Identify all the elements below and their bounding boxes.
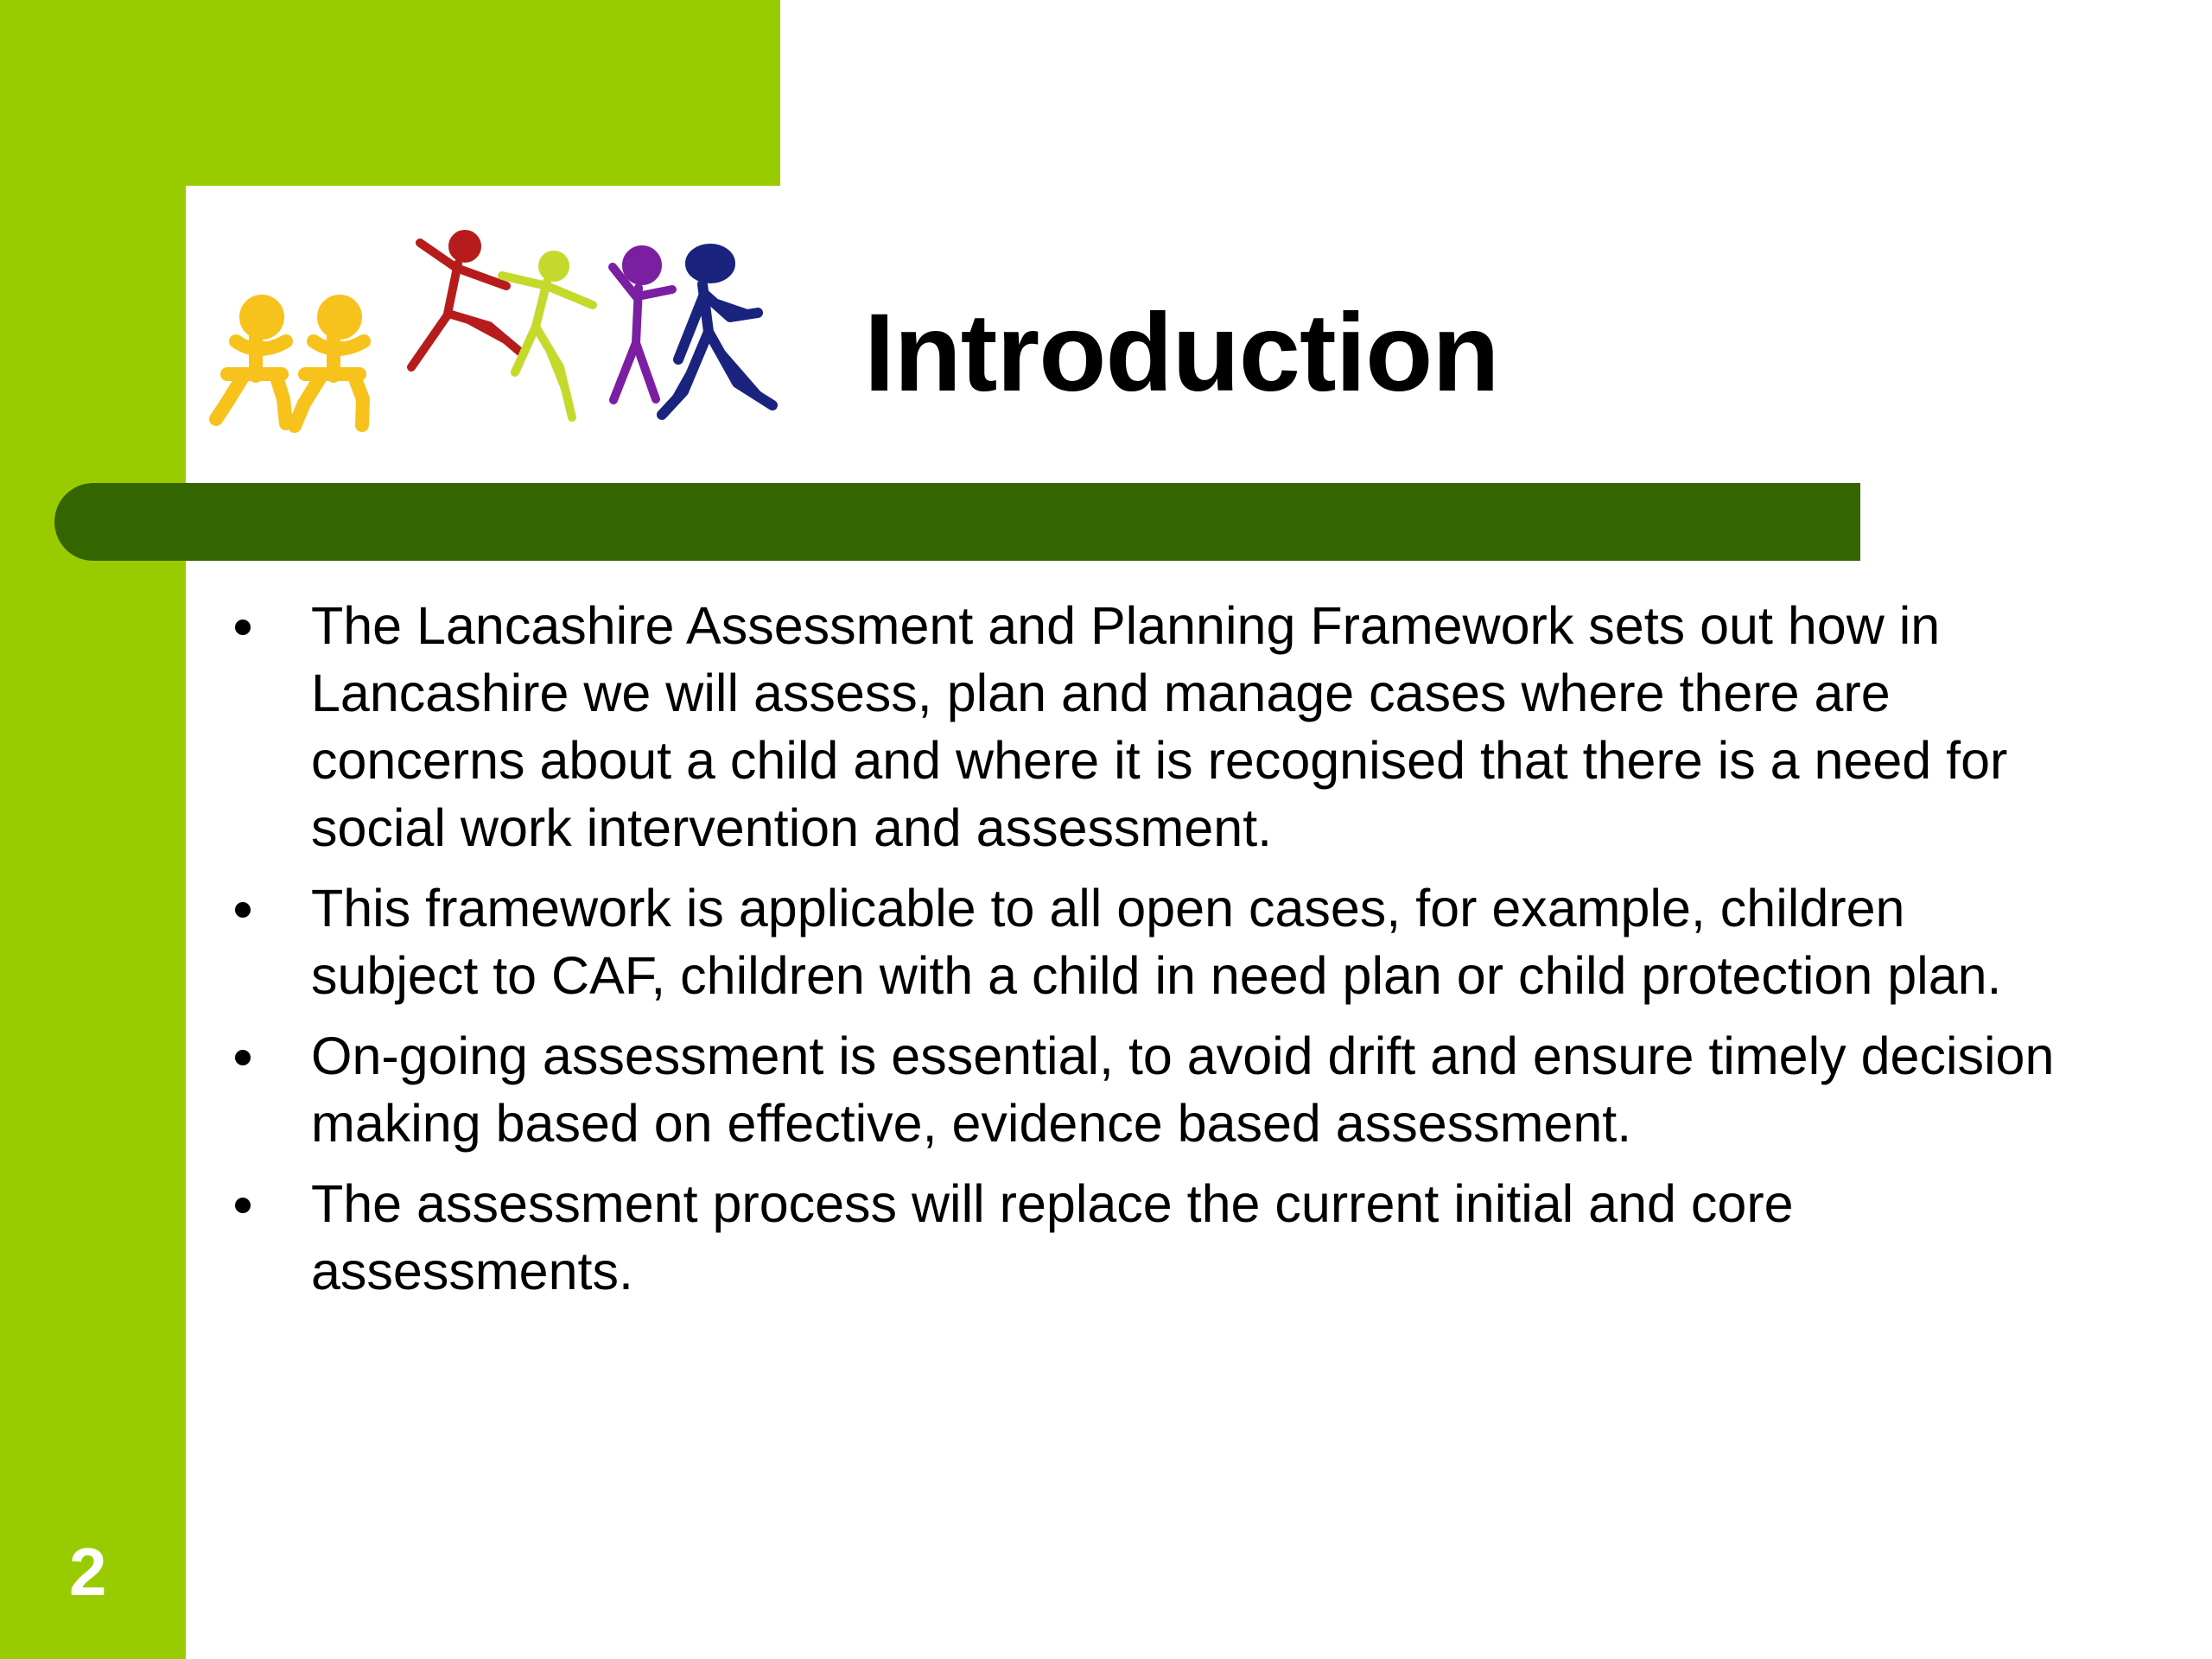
figure-purple (613, 250, 672, 400)
bullet-text: The assessment process will replace the current initial and core assessments. (311, 1174, 1794, 1300)
figure-yellow-2 (295, 302, 364, 426)
title-underline-bar (54, 483, 1860, 561)
dancing-figures-icon (197, 220, 871, 436)
figure-blue (662, 249, 772, 415)
bullet-text: This framework is applicable to all open cases, for example, children subject to CAF, children with a child in need plan or child protection plan. (311, 879, 2002, 1005)
bullet-item (226, 1022, 2084, 1157)
slide-number: 2 (69, 1534, 107, 1610)
green-accent-left (0, 0, 186, 1659)
bullet-marker (235, 1198, 251, 1213)
bullet-item (226, 874, 2084, 1009)
bullet-marker (235, 620, 251, 635)
bullet-marker (235, 1050, 251, 1065)
bullet-text: On-going assessment is essential, to avoid drift and ensure timely decision making based on effective, evidence based assessment. (311, 1027, 2055, 1153)
bullet-list (226, 592, 2084, 1318)
bullet-text: The Lancashire Assessment and Planning Framework sets out how in Lancashire we will assess, plan and manage cases where there are concerns about a child and where it is recognised that there is a need for social work intervention and assessment. (311, 596, 2008, 857)
bullet-marker (235, 902, 251, 918)
figure-red (411, 234, 522, 367)
slide-title: Introduction (864, 291, 1499, 415)
figure-green (502, 255, 593, 417)
bullet-item (226, 1170, 2084, 1305)
bullet-item (226, 592, 2084, 861)
figure-yellow-1 (216, 302, 286, 423)
